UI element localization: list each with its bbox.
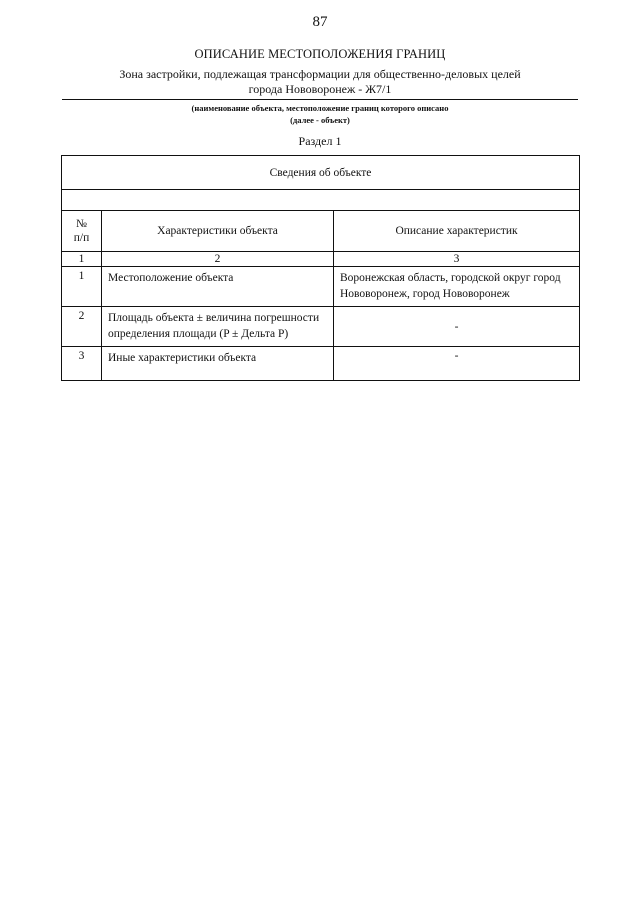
document-title: ОПИСАНИЕ МЕСТОПОЛОЖЕНИЯ ГРАНИЦ — [194, 47, 446, 61]
row-description: - — [334, 347, 580, 381]
num-abbrev: п/п — [73, 232, 90, 244]
object-caption — [62, 102, 578, 126]
row-characteristic: Иные характеристики объекта — [102, 347, 334, 381]
caption-line-1: (наименование объекта, местоположение границ которого описано — [191, 103, 449, 113]
column-header-num — [62, 211, 102, 252]
column-index-row — [62, 252, 580, 267]
page-number: 87 — [312, 14, 328, 30]
section-label: Раздел 1 — [298, 134, 342, 148]
row-description: - — [334, 307, 580, 347]
table-title-row — [62, 156, 580, 190]
row-characteristic: Местоположение объекта — [102, 267, 334, 307]
row-description: Воронежская область, городской округ город Нововоронеж, город Нововоронеж — [334, 267, 580, 307]
object-name — [62, 67, 578, 97]
row-number: 2 — [62, 307, 102, 347]
column-index-2: 2 — [102, 252, 334, 267]
row-number: 3 — [62, 347, 102, 381]
object-name-line-1: Зона застройки, подлежащая трансформации для общественно-деловых целей — [119, 67, 521, 81]
table-row — [62, 267, 580, 307]
object-info-table — [61, 155, 580, 381]
table-spacer-row — [62, 190, 580, 211]
num-symbol: № — [76, 218, 87, 230]
column-header-description: Описание характеристик — [334, 211, 580, 252]
empty-cell — [62, 190, 580, 211]
object-name-line-2: города Нововоронеж - Ж7/1 — [248, 82, 392, 96]
caption-line-2: (далее - объект) — [290, 115, 350, 125]
table-row — [62, 307, 580, 347]
row-number: 1 — [62, 267, 102, 307]
underline-rule — [62, 99, 578, 100]
column-header-characteristics: Характеристики объекта — [102, 211, 334, 252]
table-title: Сведения об объекте — [62, 156, 580, 190]
column-index-3: 3 — [334, 252, 580, 267]
table-row — [62, 347, 580, 381]
column-header-row — [62, 211, 580, 252]
column-index-1: 1 — [62, 252, 102, 267]
row-characteristic: Площадь объекта ± величина погрешности определения площади (P ± Дельта P) — [102, 307, 334, 347]
